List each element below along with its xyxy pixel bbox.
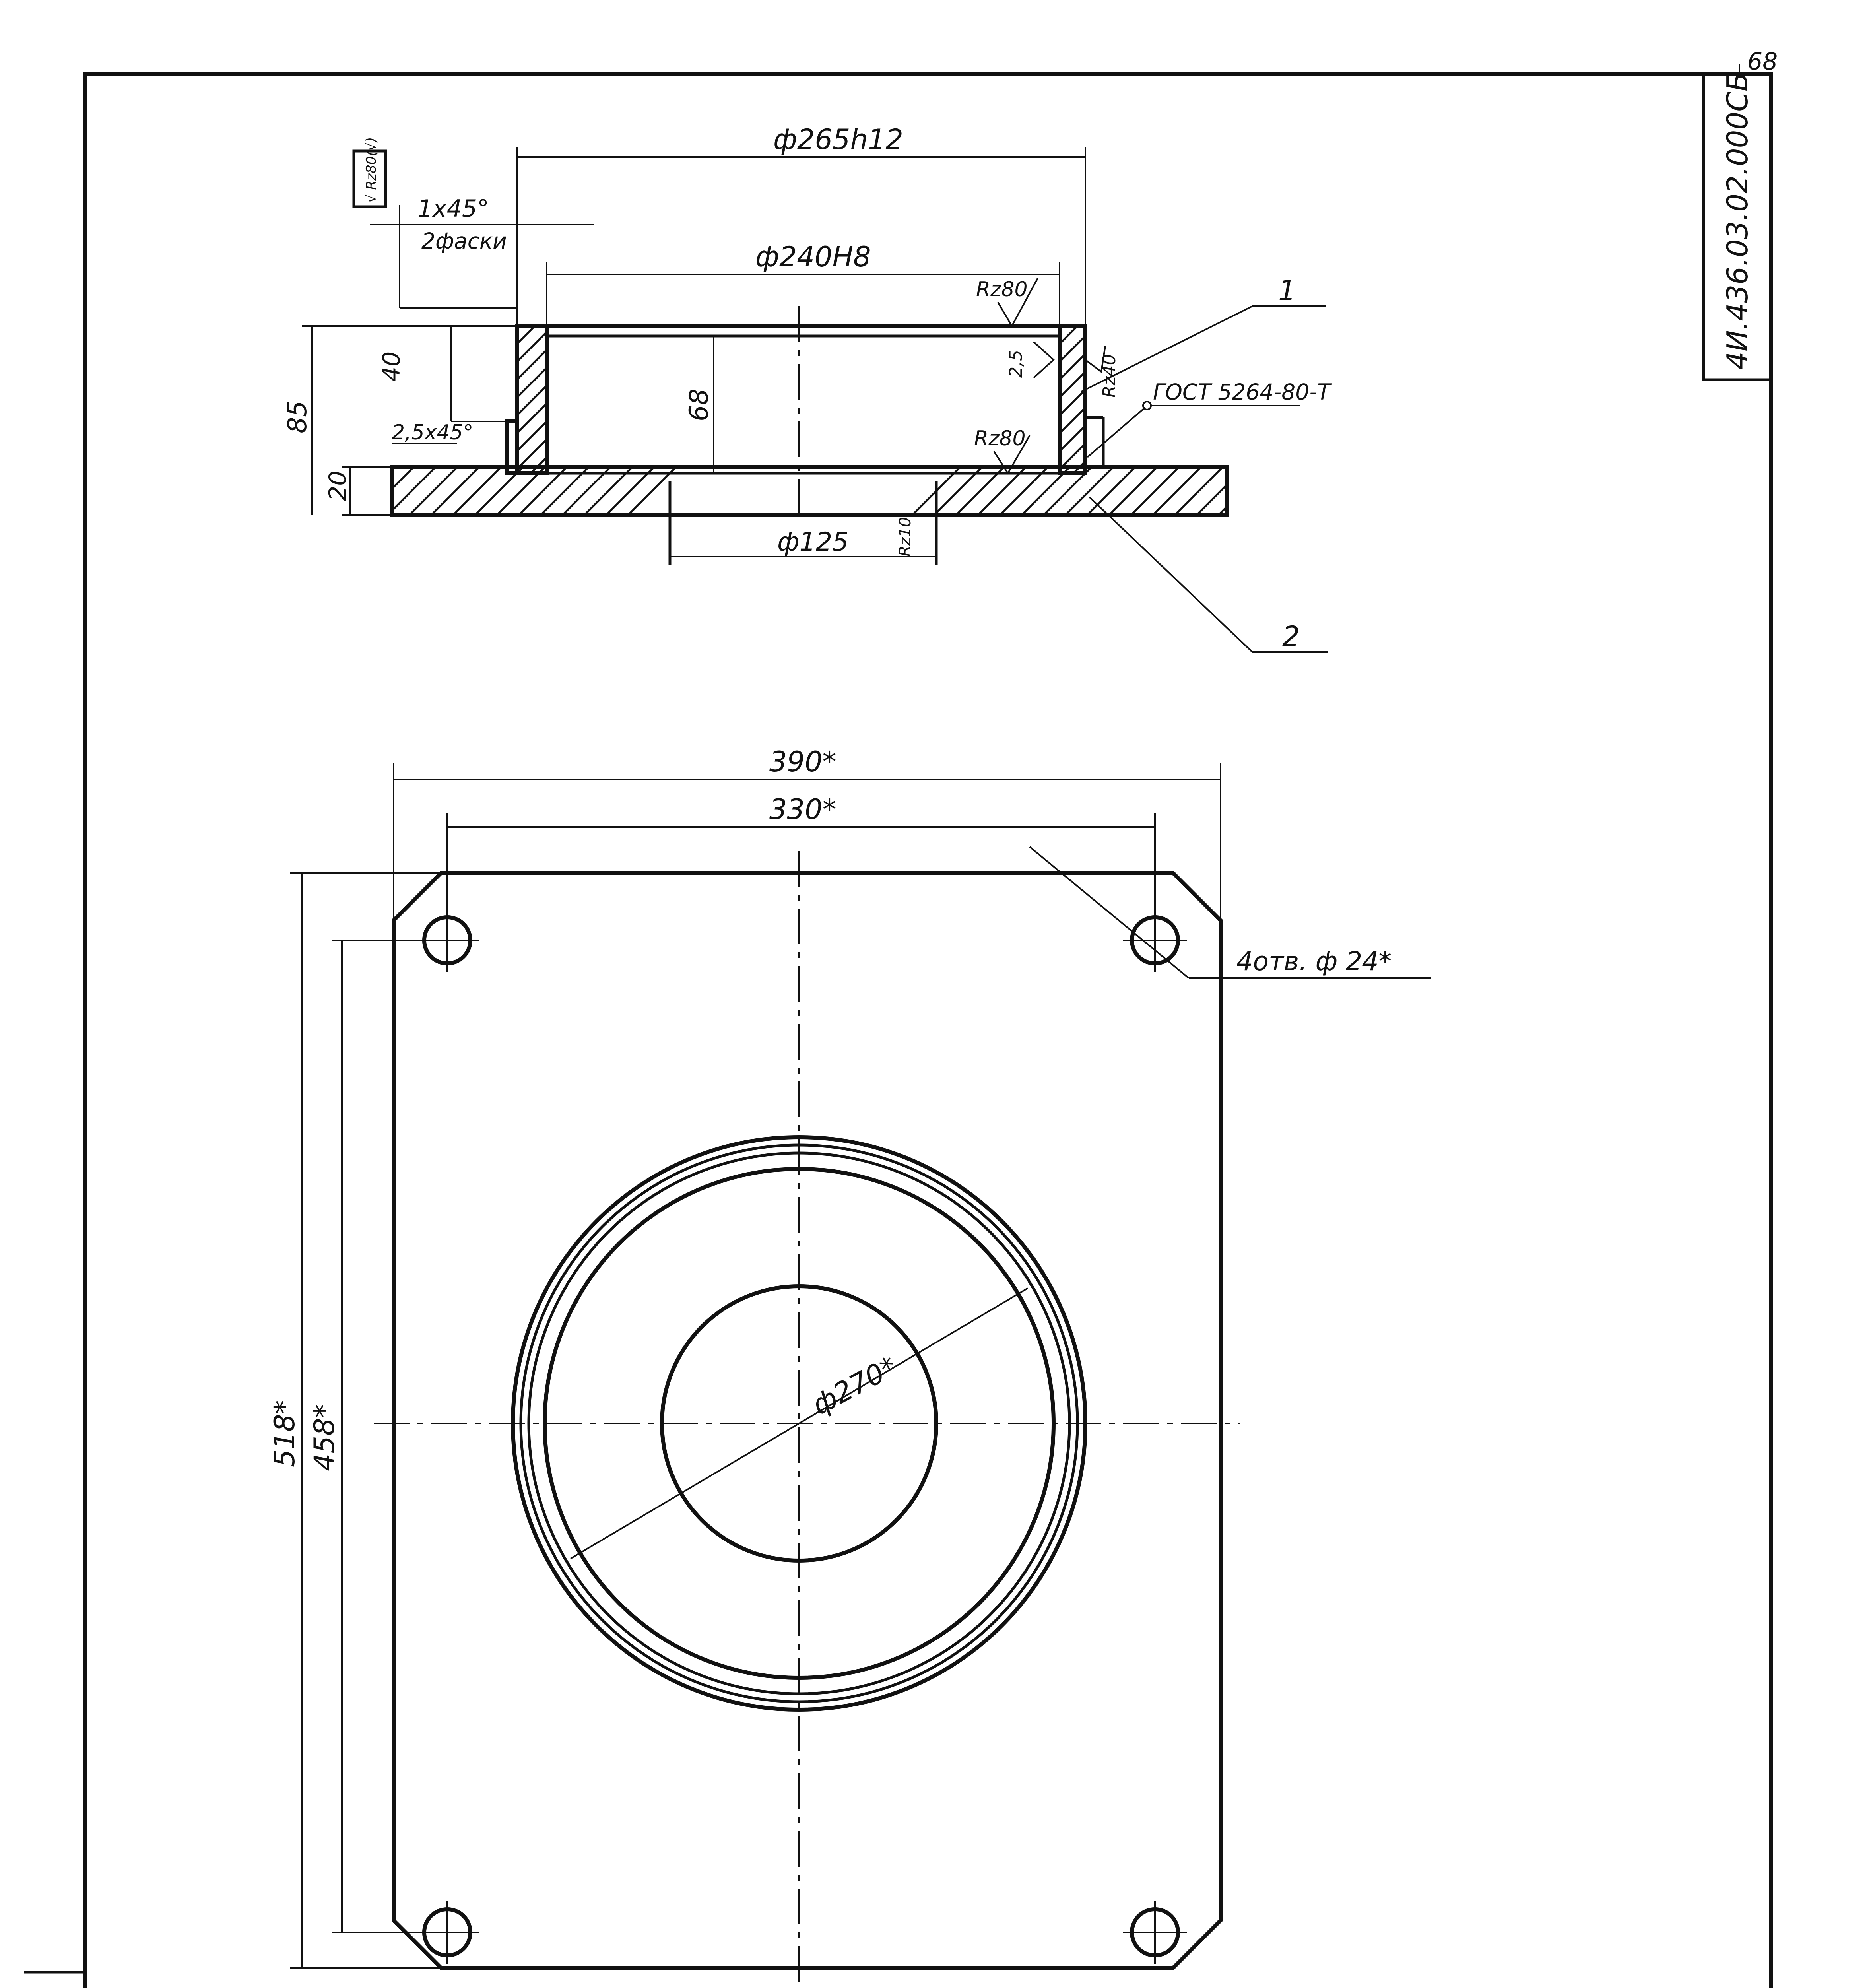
hatch-line bbox=[1153, 467, 1201, 515]
hatch-line bbox=[517, 326, 535, 344]
hatch-line bbox=[392, 467, 435, 511]
dim-width-holes: 330* bbox=[769, 793, 836, 826]
rough-top: Rz80 bbox=[976, 278, 1028, 301]
hatch-line bbox=[392, 467, 413, 489]
dim-width-outer: 390* bbox=[769, 746, 836, 778]
hatch-line bbox=[517, 421, 547, 451]
dim-2-5: 2,5 bbox=[1006, 350, 1026, 378]
weld-symbol: ГОСТ 5264-80-Т bbox=[1153, 379, 1331, 405]
hatch-line bbox=[453, 467, 501, 515]
hatch-line bbox=[1060, 326, 1077, 344]
dim-bore-rough: Rz10 bbox=[896, 517, 914, 557]
hatch-line bbox=[517, 332, 547, 362]
dim-ring-dia: ф270* bbox=[807, 1350, 902, 1422]
hatch-line bbox=[517, 404, 547, 433]
hatch-line bbox=[410, 467, 457, 515]
side-code: 4И.436.03.02.000СБ bbox=[1721, 72, 1754, 370]
chamfer-low: 2,5x45° bbox=[392, 421, 474, 445]
hatch-line bbox=[431, 467, 479, 515]
section-view bbox=[283, 123, 1332, 653]
chamfer-top: 1x45° bbox=[417, 195, 489, 223]
dim-height-holes: 458* bbox=[308, 1404, 341, 1471]
sheet-frame bbox=[85, 74, 1771, 1988]
callout-1: 1 bbox=[1278, 274, 1296, 307]
dim-bore: ф125 bbox=[777, 527, 849, 557]
rough-wall: Rz40 bbox=[1099, 354, 1120, 398]
page-number: 68 bbox=[1747, 48, 1778, 76]
chamfer-note: 2фаски bbox=[421, 228, 507, 254]
plan-view bbox=[268, 746, 1431, 1988]
hatch-line bbox=[517, 368, 547, 398]
rough-bottom: Rz80 bbox=[974, 427, 1026, 450]
cup-wall-left bbox=[507, 326, 547, 473]
hatch-line bbox=[517, 350, 547, 380]
dim-inner-dia: ф240H8 bbox=[755, 241, 871, 273]
holes-note: 4отв. ф 24* bbox=[1236, 947, 1392, 977]
dim-height-total: 85 bbox=[283, 400, 312, 433]
dim-height-20: 20 bbox=[324, 470, 352, 501]
hatch-line bbox=[517, 439, 547, 469]
base-plate-outline bbox=[394, 873, 1221, 1968]
callout-2: 2 bbox=[1282, 620, 1300, 653]
mounting-hole bbox=[1123, 1901, 1187, 1964]
dim-outer-dia: ф265h12 bbox=[773, 123, 903, 156]
dim-height-68: 68 bbox=[684, 388, 714, 421]
hatch-line bbox=[1131, 467, 1179, 515]
dim-height-outer: 518* bbox=[268, 1400, 301, 1467]
frame-mark: √ Rz80(√) bbox=[363, 137, 379, 203]
hatch-line bbox=[1109, 467, 1157, 515]
hatch-line bbox=[517, 386, 547, 415]
dim-height-40: 40 bbox=[378, 351, 406, 382]
hatch-line bbox=[1087, 467, 1135, 515]
hatch-line bbox=[1175, 467, 1223, 515]
